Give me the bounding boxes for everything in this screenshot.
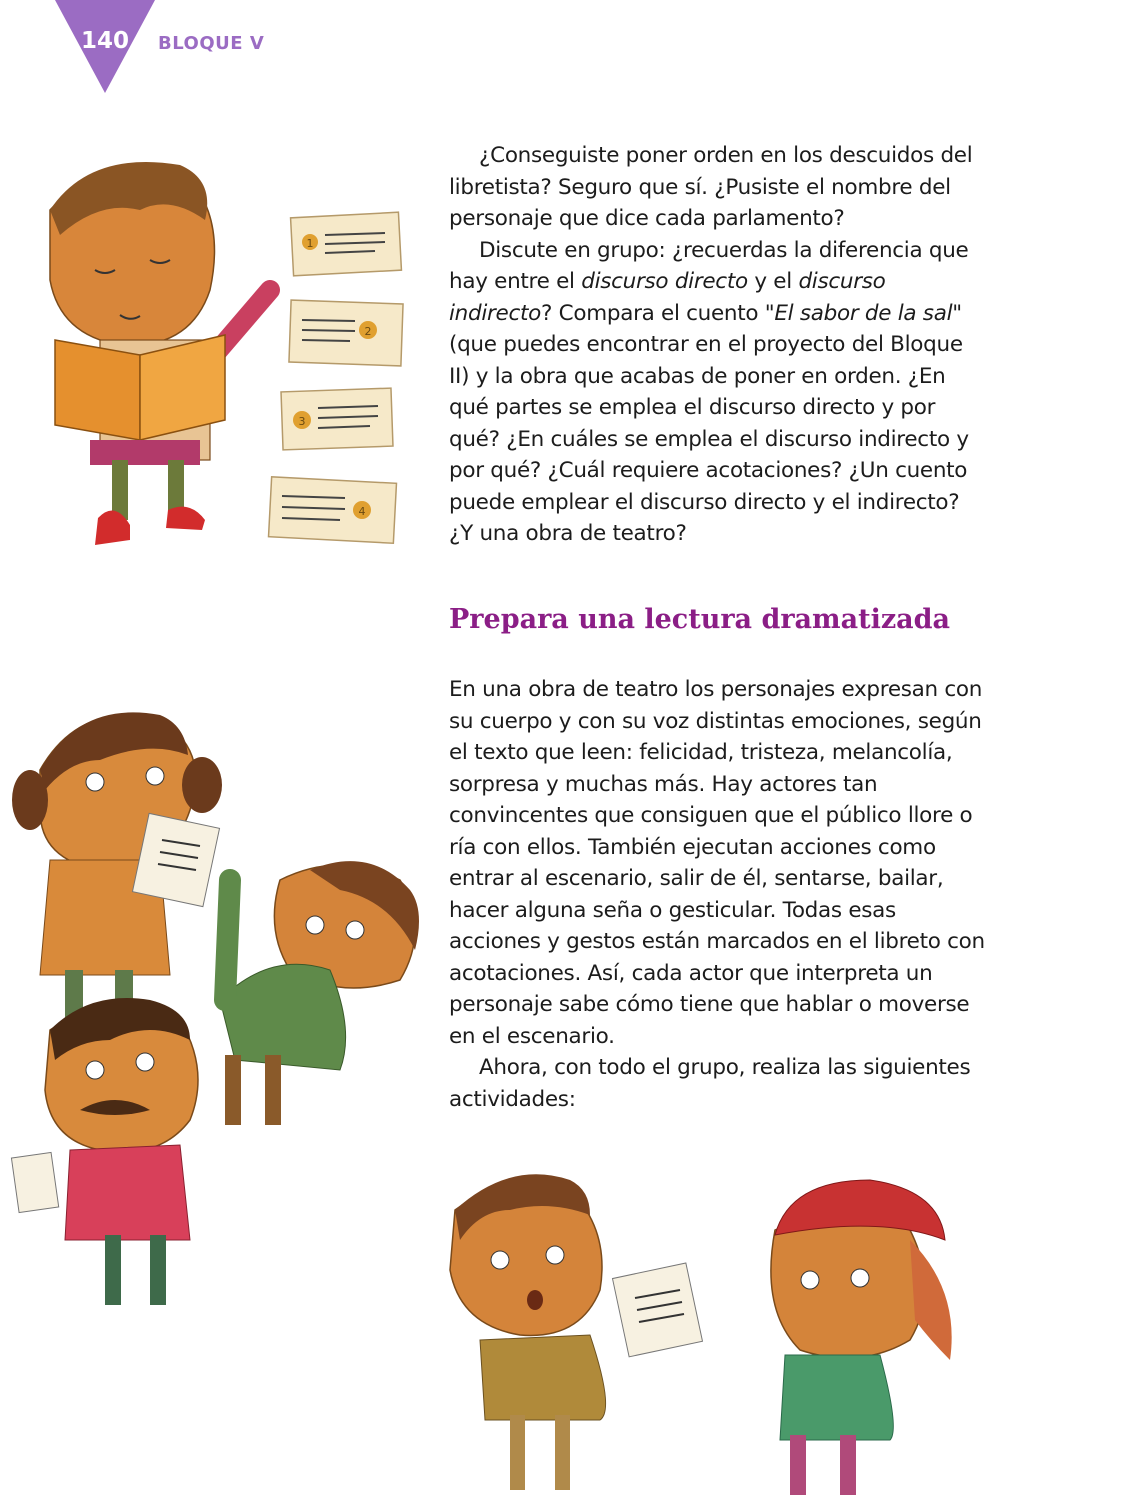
note-2 <box>289 300 403 366</box>
intro-text <box>449 140 989 550</box>
page-number: 140 <box>80 28 129 54</box>
illustration-two-kids <box>440 1160 1000 1500</box>
section-heading: Prepara una lectura dramatizada <box>449 604 951 635</box>
svg-text:1: 1 <box>306 237 314 250</box>
svg-text:3: 3 <box>298 415 306 428</box>
intro-paragraph-1: ¿Conseguiste poner orden en los descuidos del libretista? Seguro que sí. ¿Pusiste el nombre del personaje que dice cada parlamento? <box>449 143 973 231</box>
term-discurso-directo: discurso directo <box>581 269 748 294</box>
section-paragraph-1: En una obra de teatro los personajes expresan con su cuerpo y con su voz distintas emociones, según el texto que leen: felicidad, tristeza, melancolía, sorpresa y muchas más. Hay actores tan convincentes que consiguen que el público llore o ría con ellos. También ejecutan acciones como entrar al escenario, salir de él, sentarse, bailar, hacer alguna seña o gesticular. Todas esas acciones y gestos están marcados en el libreto con acotaciones. Así, cada actor que interpreta un personaje sabe cómo tiene que hablar o moverse en el escenario. <box>449 677 985 1049</box>
svg-text:2: 2 <box>364 325 372 338</box>
story-title: El sabor de la sal <box>774 300 953 326</box>
svg-text:4: 4 <box>358 505 366 518</box>
section-paragraph-2: Ahora, con todo el grupo, realiza las siguientes actividades: <box>449 1055 971 1112</box>
term-discurso-indirecto: discurso indirecto <box>449 269 886 326</box>
intro-paragraph-2 <box>449 235 989 550</box>
note-1 <box>291 212 402 276</box>
illustration-three-kids <box>10 700 430 1320</box>
section-label: BLOQUE V <box>158 33 265 54</box>
section-text <box>449 674 989 1115</box>
intro-p2-text-c: y el <box>747 269 799 294</box>
intro-p2-text-e: ? Compara el cuento " <box>541 300 775 326</box>
intro-p2-text-g: " (que puedes encontrar en el proyecto del Bloque II) y la obra que acabas de poner en orden. ¿En qué partes se emplea el discurso directo y por qué? ¿En cuáles se emplea el discurso indirecto y por qué? ¿Cuál requiere acotaciones? ¿Un cuento puede emplear el discurso directo y el indirecto? ¿Y una obra de teatro? <box>449 300 969 546</box>
illustration-boy-reading <box>20 140 420 580</box>
note-3 <box>281 388 393 450</box>
intro-p2-text-a: Discute en grupo: ¿recuerdas la diferencia que hay entre el <box>449 237 969 294</box>
note-4 <box>269 477 397 543</box>
